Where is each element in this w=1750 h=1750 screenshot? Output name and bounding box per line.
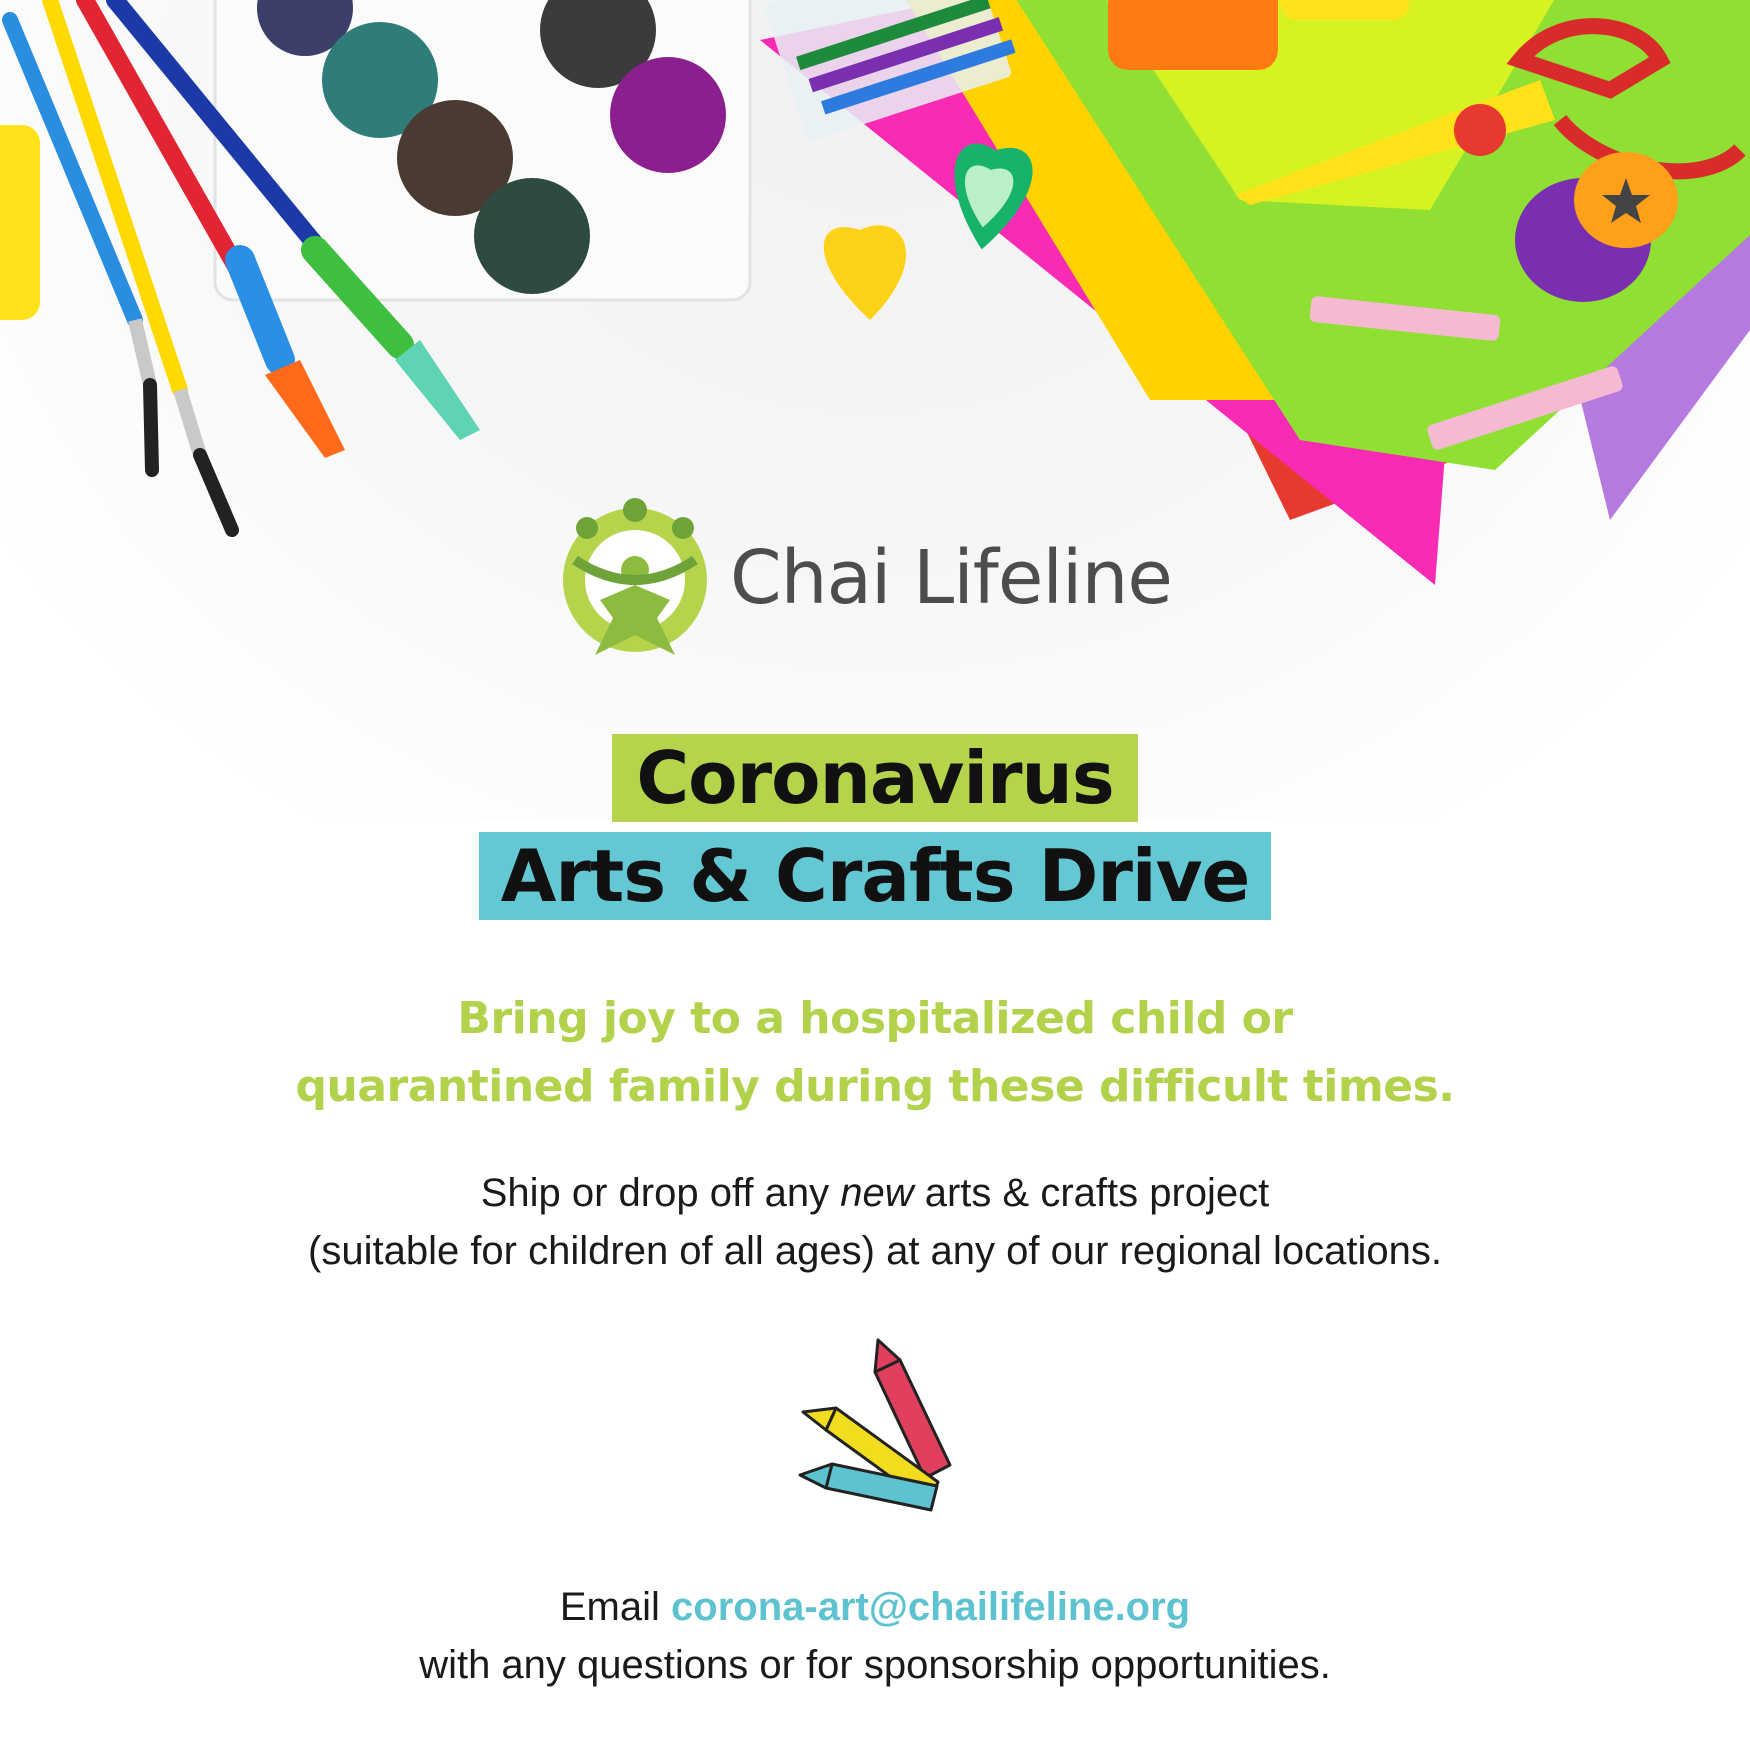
instructions-line2: (suitable for children of all ages) at any of our regional locations.	[308, 1229, 1442, 1273]
contact-line1	[0, 1578, 1750, 1636]
instructions	[0, 1164, 1750, 1280]
headline-coronavirus: Coronavirus	[612, 734, 1137, 822]
contact-prefix: Email	[559, 1585, 660, 1629]
instructions-prefix: Ship or drop off any	[480, 1171, 830, 1215]
logo-icon	[535, 490, 735, 665]
email-link[interactable]: corona-art@chailifeline.org	[671, 1585, 1191, 1629]
instructions-line1	[0, 1164, 1750, 1222]
contact-block	[0, 1578, 1750, 1694]
tagline-line1: Bring joy to a hospitalized child or	[457, 993, 1293, 1044]
tagline	[0, 985, 1750, 1121]
tagline-line2: quarantined family during these difficult times.	[295, 1061, 1455, 1112]
headline-line2	[0, 832, 1750, 920]
contact-line2: with any questions or for sponsorship opportunities.	[419, 1643, 1331, 1687]
sponge-icon	[0, 125, 40, 320]
instructions-emphasis: new	[840, 1171, 914, 1215]
watercolor-palette-icon	[215, 0, 750, 300]
instructions-suffix: arts & crafts project	[924, 1171, 1270, 1215]
logo-wordmark: Chai Lifeline	[730, 535, 1172, 621]
headline-arts-crafts-drive: Arts & Crafts Drive	[479, 832, 1272, 920]
headline-line1	[0, 734, 1750, 822]
art-supplies-illustration	[0, 0, 1750, 620]
